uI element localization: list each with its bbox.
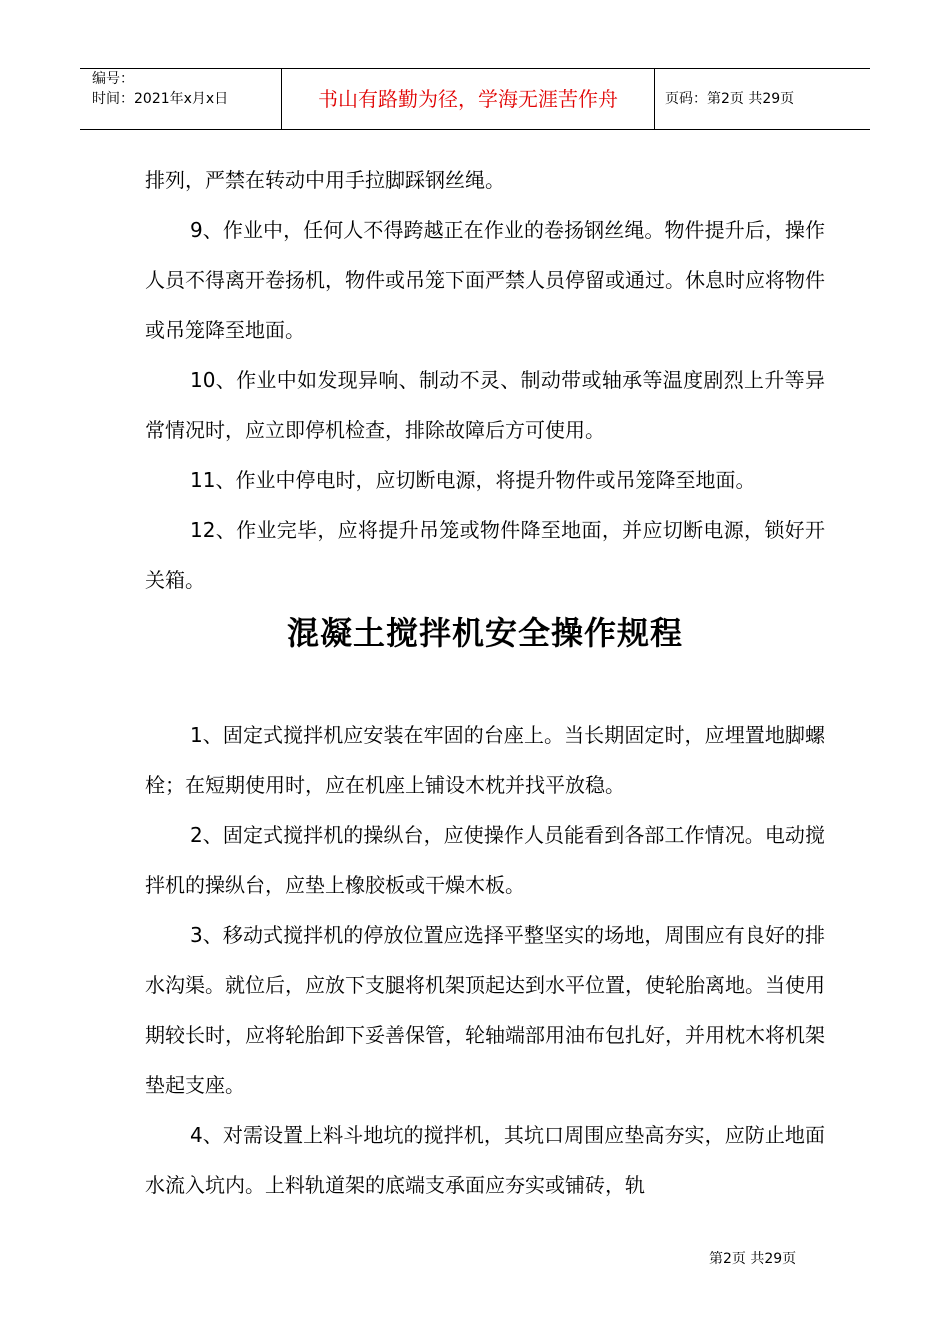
section-title: 混凝土搅拌机安全操作规程 bbox=[286, 614, 683, 652]
header-divider bbox=[654, 69, 655, 129]
page-footer-number: 第2页 共29页 bbox=[709, 1251, 797, 1267]
document-time-label: 时间：2021年x月x日 bbox=[92, 91, 229, 107]
paragraph-item-9: 9、作业中，任何人不得跨越正在作业的卷扬钢丝绳。物件提升后，操作人员不得离开卷扬机，物件或吊笼下面严禁人员停留或通过。休息时应将物件或吊笼降至地面。 bbox=[145, 218, 825, 342]
paragraph-item-4: 4、对需设置上料斗地坑的搅拌机，其坑口周围应垫高夯实，应防止地面水流入坑内。上料轨道架的底端支承面应夯实或铺砖，轨 bbox=[145, 1123, 825, 1197]
page-header bbox=[80, 68, 870, 130]
paragraph-item-3: 3、移动式搅拌机的停放位置应选择平整坚实的场地，周围应有良好的排水沟渠。就位后，应放下支腿将机架顶起达到水平位置，使轮胎离地。当使用期较长时，应将轮胎卸下妥善保管，轮轴端部用油布包扎好，并用枕木将机架垫起支座。 bbox=[145, 923, 825, 1097]
header-motto: 书山有路勤为径，学海无涯苦作舟 bbox=[318, 87, 618, 111]
document-body bbox=[145, 155, 825, 1210]
paragraph-item-12: 12、作业完毕，应将提升吊笼或物件降至地面，并应切断电源，锁好开关箱。 bbox=[145, 518, 825, 592]
paragraph-continuation: 排列，严禁在转动中用手拉脚踩钢丝绳。 bbox=[145, 168, 505, 192]
document-number-label: 编号： bbox=[92, 71, 134, 87]
paragraph-item-2: 2、固定式搅拌机的操纵台，应使操作人员能看到各部工作情况。电动搅拌机的操纵台，应垫上橡胶板或干燥木板。 bbox=[145, 823, 825, 897]
header-meta bbox=[80, 69, 280, 129]
header-page-info: 页码：第2页 共29页 bbox=[665, 91, 795, 107]
paragraph-item-1: 1、固定式搅拌机应安装在牢固的台座上。当长期固定时，应埋置地脚螺栓；在短期使用时，应在机座上铺设木枕并找平放稳。 bbox=[145, 723, 825, 797]
paragraph-item-11: 11、作业中停电时，应切断电源，将提升物件或吊笼降至地面。 bbox=[190, 468, 756, 492]
paragraph-item-10: 10、作业中如发现异响、制动不灵、制动带或轴承等温度剧烈上升等异常情况时，应立即停机检查，排除故障后方可使用。 bbox=[145, 368, 825, 442]
